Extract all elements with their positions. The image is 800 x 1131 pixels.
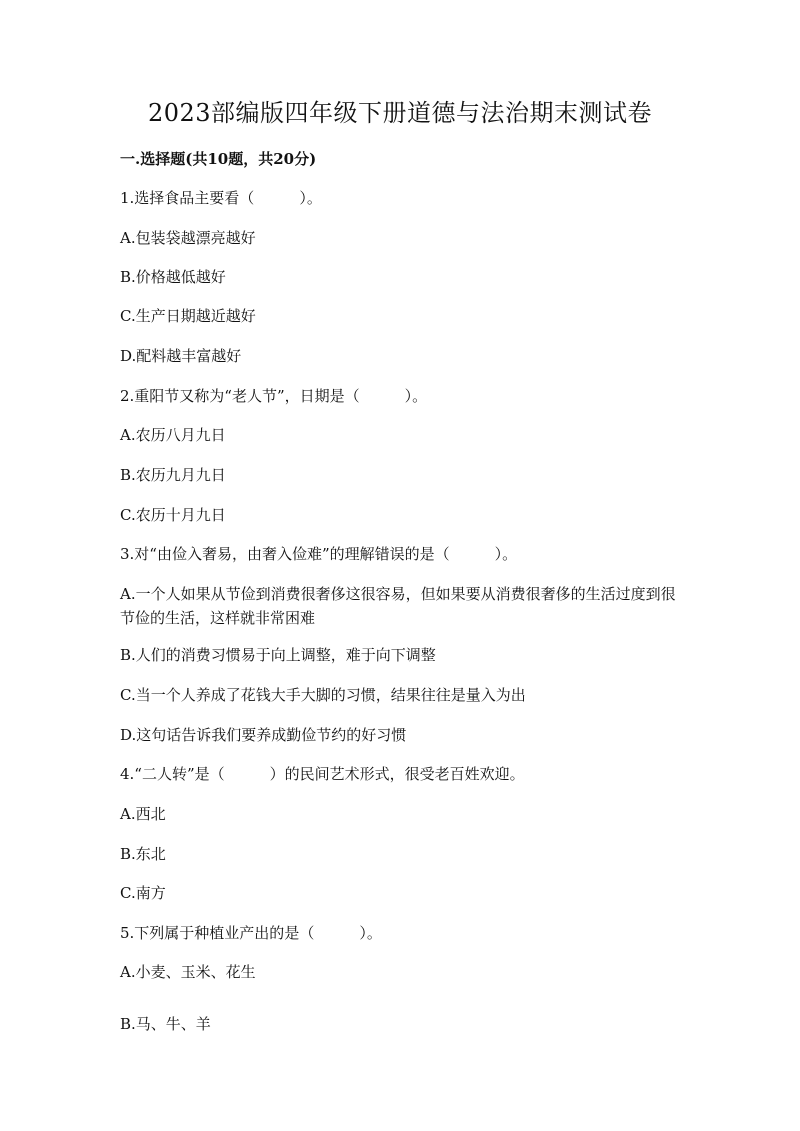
answer-option: B.农历九月九日 [120, 466, 226, 484]
question-stem: 2.重阳节又称为“老人节”，日期是（ ）。 [120, 387, 428, 405]
answer-option: D.配料越丰富越好 [120, 347, 242, 365]
answer-option: A.小麦、玉米、花生 [120, 963, 256, 981]
answer-option: C.当一个人养成了花钱大手大脚的习惯，结果往往是量入为出 [120, 686, 526, 704]
answer-option: C.农历十月九日 [120, 506, 226, 524]
page-title: 2023部编版四年级下册道德与法治期末测试卷 [147, 99, 653, 127]
question-stem: 1.选择食品主要看（ ）。 [120, 189, 322, 207]
answer-option: B.东北 [120, 845, 166, 863]
question-stem: 4.“二人转”是（ ）的民间艺术形式，很受老百姓欢迎。 [120, 765, 525, 783]
question-stem: 5.下列属于种植业产出的是（ ）。 [120, 924, 382, 942]
answer-option: A.一个人如果从节俭到消费很奢侈这很容易，但如果要从消费很奢侈的生活过度到很节俭的生活，这样就非常困难 [120, 585, 676, 627]
answer-option: B.价格越低越好 [120, 268, 226, 286]
answer-option: B.马、牛、羊 [120, 1015, 211, 1033]
answer-option: A.包装袋越漂亮越好 [120, 229, 256, 247]
answer-option: C.生产日期越近越好 [120, 307, 256, 325]
question-stem: 3.对“由俭入奢易，由奢入俭难”的理解错误的是（ ）。 [120, 545, 518, 563]
answer-option: D.这句话告诉我们要养成勤俭节约的好习惯 [120, 726, 407, 744]
section-heading: 一.选择题(共10题，共20分) [120, 150, 317, 168]
answer-option: A.农历八月九日 [120, 426, 226, 444]
answer-option: A.西北 [120, 805, 166, 823]
answer-option: B.人们的消费习惯易于向上调整，难于向下调整 [120, 646, 436, 664]
answer-option: C.南方 [120, 884, 166, 902]
